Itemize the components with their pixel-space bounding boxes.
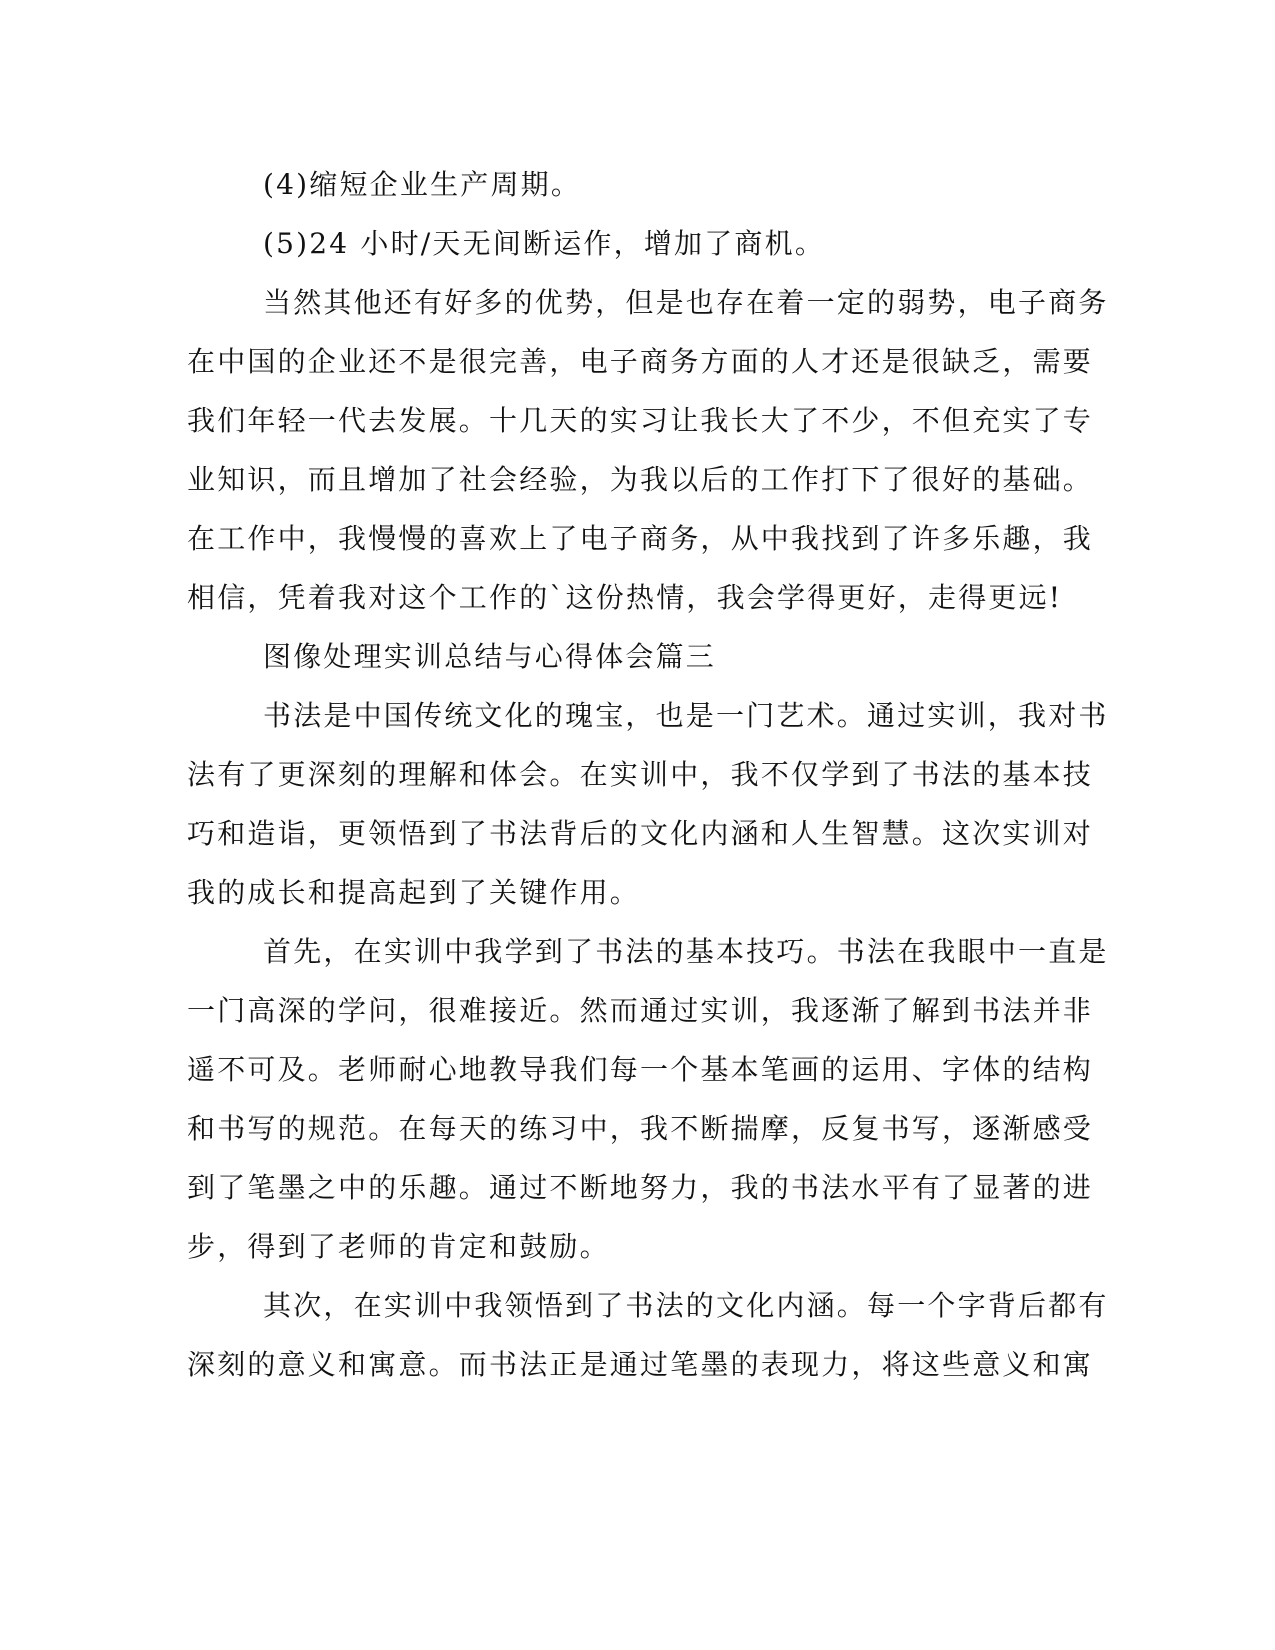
- paragraph-line: 其次，在实训中我领悟到了书法的文化内涵。每一个字背后都有: [263, 1289, 1109, 1322]
- paragraph-line: 相信，凭着我对这个工作的`这份热情，我会学得更好，走得更远!: [187, 581, 1063, 614]
- paragraph-line: 巧和造诣，更领悟到了书法背后的文化内涵和人生智慧。这次实训对: [187, 817, 1094, 850]
- paragraph-line: 和书写的规范。在每天的练习中，我不断揣摩，反复书写，逐渐感受: [187, 1112, 1094, 1145]
- paragraph-line: 一门高深的学问，很难接近。然而通过实训，我逐渐了解到书法并非: [187, 994, 1094, 1027]
- paragraph-line: 步，得到了老师的肯定和鼓励。: [187, 1230, 610, 1263]
- paragraph-line: 遥不可及。老师耐心地教导我们每一个基本笔画的运用、字体的结构: [187, 1053, 1094, 1086]
- paragraph-line: 我们年轻一代去发展。十几天的实习让我长大了不少，不但充实了专: [187, 404, 1094, 437]
- list-item-4: (4)缩短企业生产周期。: [263, 168, 582, 201]
- section-heading: 图像处理实训总结与心得体会篇三: [263, 640, 717, 673]
- paragraph-line: 深刻的意义和寓意。而书法正是通过笔墨的表现力，将这些意义和寓: [187, 1348, 1094, 1381]
- paragraph-line: 首先，在实训中我学到了书法的基本技巧。书法在我眼中一直是: [263, 935, 1109, 968]
- list-item-5: (5)24 小时/天无间断运作，增加了商机。: [263, 227, 826, 260]
- paragraph-line: 到了笔墨之中的乐趣。通过不断地努力，我的书法水平有了显著的进: [187, 1171, 1094, 1204]
- paragraph-line: 法有了更深刻的理解和体会。在实训中，我不仅学到了书法的基本技: [187, 758, 1094, 791]
- paragraph-line: 在中国的企业还不是很完善，电子商务方面的人才还是很缺乏，需要: [187, 345, 1094, 378]
- paragraph-line: 业知识，而且增加了社会经验，为我以后的工作打下了很好的基础。: [187, 463, 1094, 496]
- paragraph-line: 书法是中国传统文化的瑰宝，也是一门艺术。通过实训，我对书: [263, 699, 1109, 732]
- paragraph-line: 在工作中，我慢慢的喜欢上了电子商务，从中我找到了许多乐趣，我: [187, 522, 1094, 555]
- paragraph-line: 当然其他还有好多的优势，但是也存在着一定的弱势，电子商务: [263, 286, 1109, 319]
- paragraph-line: 我的成长和提高起到了关键作用。: [187, 876, 641, 909]
